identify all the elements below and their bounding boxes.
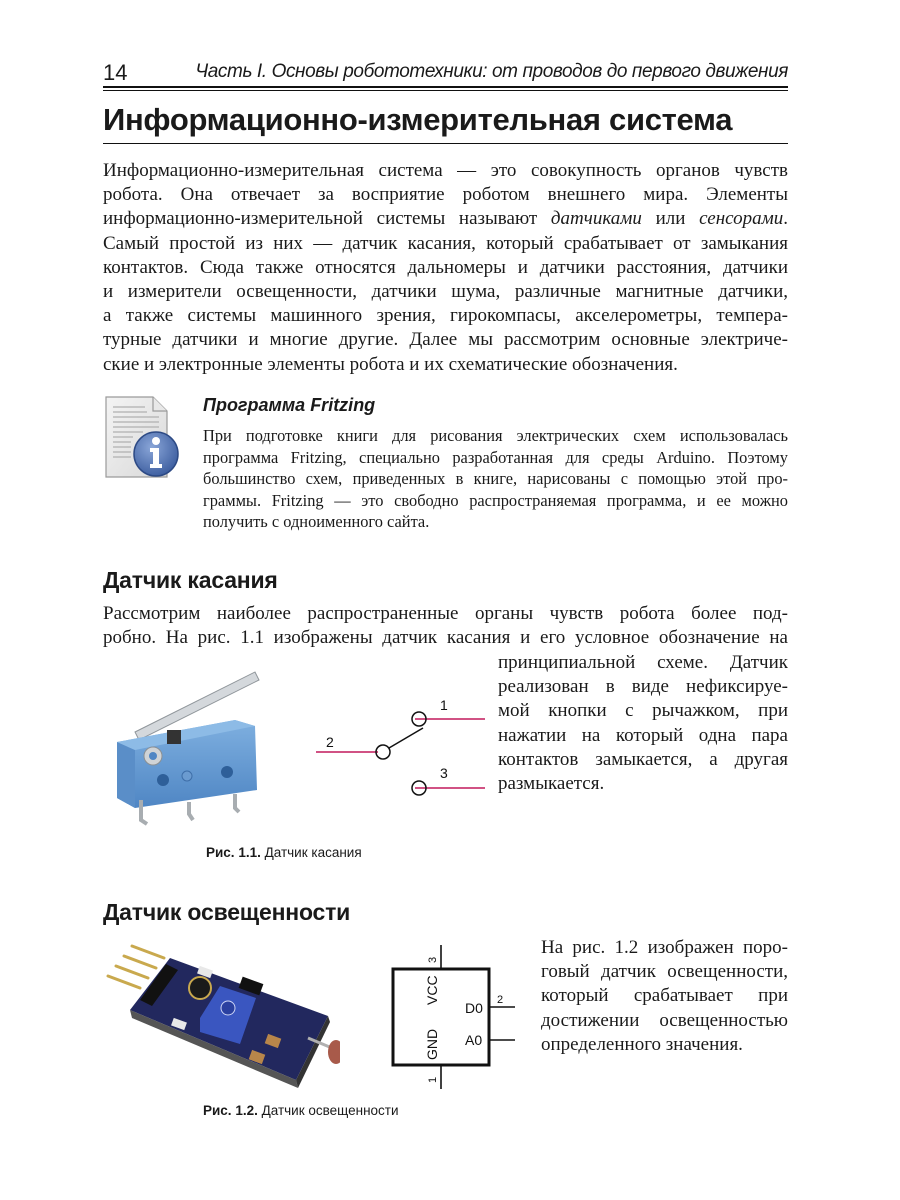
info-document-icon bbox=[103, 395, 179, 479]
caption-number: Рис. 1.1. bbox=[206, 845, 261, 860]
text-line: а также системы машинного зрения, гирокомпасы, акселерометры, темпера- bbox=[103, 305, 788, 327]
light-side-paragraph bbox=[541, 936, 788, 1057]
caption-text: Датчик касания bbox=[260, 845, 362, 860]
text-line bbox=[103, 207, 788, 231]
pin-vcc: VCC bbox=[424, 975, 440, 1005]
pin-label-2: 2 bbox=[326, 734, 334, 750]
pin-a0: A0 bbox=[465, 1032, 483, 1048]
heading-touch-sensor: Датчик касания bbox=[103, 567, 278, 593]
switch-schematic bbox=[310, 690, 490, 800]
light-sensor-schematic bbox=[385, 945, 525, 1090]
text-line: граммы. Fritzing — это свободно распространяемая программа, и ее можно bbox=[203, 490, 788, 510]
text-line: ские и электронные элементы робота и их схематические обозначения. bbox=[103, 353, 678, 375]
text-line: программа Fritzing, специально разработанная для среды Arduino. Поэтому bbox=[203, 447, 788, 467]
pin-num-2: 2 bbox=[497, 994, 504, 1006]
caption-text: Датчик освещенности bbox=[257, 1103, 399, 1118]
text-fragment: или bbox=[641, 208, 700, 230]
text-line: робота. Она отвечает за восприятие роботом внешнего мира. Элементы bbox=[103, 184, 788, 206]
text-line: турные датчики и многие другие. Далее мы рассмотрим основные электриче- bbox=[103, 329, 788, 351]
header-rule bbox=[103, 86, 788, 91]
figure-1-2-caption bbox=[203, 1103, 399, 1118]
text-line: Рассмотрим наиболее распространенные органы чувств робота более под- bbox=[103, 603, 788, 624]
text-line: мой кнопки с рычажком, при bbox=[498, 700, 788, 722]
touch-side-paragraph bbox=[498, 651, 788, 796]
pin-label-1: 1 bbox=[440, 697, 448, 713]
text-line: который срабатывает при bbox=[541, 985, 788, 1007]
section-title: Информационно-измерительная система bbox=[103, 102, 733, 137]
text-line: робно. На рис. 1.1 изображены датчик касания и его условное обозначение на bbox=[103, 627, 788, 649]
term-datchiki: датчиками bbox=[550, 208, 642, 230]
page-number: 14 bbox=[103, 60, 128, 85]
intro-paragraph bbox=[103, 159, 788, 377]
touch-paragraph bbox=[103, 602, 788, 650]
pin-num-3: 3 bbox=[427, 956, 439, 963]
pin-num-1: 1 bbox=[427, 1076, 439, 1083]
text-line: размыкается. bbox=[498, 773, 605, 795]
text-line: При подготовке книги для рисования электрических схем использовалась bbox=[203, 426, 788, 445]
term-sensory: сенсорами bbox=[699, 208, 784, 230]
figure-1-1-caption bbox=[206, 845, 362, 860]
running-title: Часть I. Основы робототехники: от проводов до первого движения bbox=[195, 61, 788, 82]
text-line: и измерители освещенности, датчики шума, различные магнитные датчики, bbox=[103, 281, 788, 303]
pin-gnd: GND bbox=[424, 1028, 440, 1060]
light-sensor-module-photo bbox=[100, 940, 340, 1100]
text-line: большинство схем, приведенных в книге, нарисованы с помощью этой про- bbox=[203, 469, 788, 489]
text-line: Самый простой из них — датчик касания, который срабатывает от замыкания bbox=[103, 232, 788, 254]
text-line: реализован в виде нефиксируе- bbox=[498, 676, 788, 698]
running-header bbox=[103, 58, 788, 84]
text-line: получить с одноименного сайта. bbox=[203, 512, 430, 532]
text-fragment: . bbox=[783, 208, 788, 230]
text-line: достижении освещенностью bbox=[541, 1009, 788, 1031]
pin-d0: D0 bbox=[465, 1000, 483, 1016]
note-body bbox=[203, 425, 788, 533]
text-line: нажатии на который одна пара bbox=[498, 724, 788, 746]
text-line: Информационно-измерительная система — это совокупность органов чувств bbox=[103, 160, 788, 181]
text-line: На рис. 1.2 изображен поро- bbox=[541, 937, 788, 958]
text-line: принципиальной схеме. Датчик bbox=[498, 652, 788, 673]
text-line: говый датчик освещенности, bbox=[541, 961, 788, 983]
text-line: контактов. Сюда также относятся дальномеры и датчики расстояния, датчики bbox=[103, 256, 788, 278]
text-line: определенного значения. bbox=[541, 1033, 743, 1055]
pin-label-3: 3 bbox=[440, 765, 448, 781]
heading-light-sensor: Датчик освещенности bbox=[103, 899, 351, 925]
text-fragment: информационно-измерительной системы называют bbox=[103, 208, 551, 230]
caption-number: Рис. 1.2. bbox=[203, 1103, 258, 1118]
text-line: контактов замыкается, а другая bbox=[498, 748, 788, 770]
note-title: Программа Fritzing bbox=[203, 395, 376, 415]
microswitch-photo bbox=[105, 670, 270, 835]
section-title-rule bbox=[103, 143, 788, 144]
